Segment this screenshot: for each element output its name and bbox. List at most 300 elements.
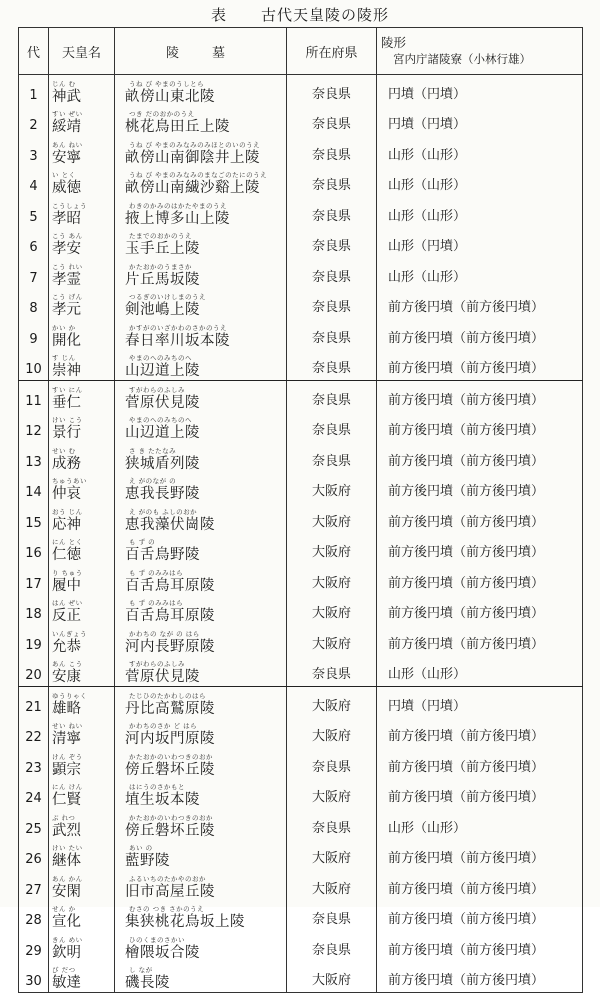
table-row <box>19 962 583 993</box>
emperor-cell <box>49 718 115 749</box>
table-body <box>19 75 583 993</box>
mausoleum-cell <box>115 106 287 137</box>
emperor-name: 崇神 <box>52 363 81 379</box>
mausoleum-name: 河内坂門原陵 <box>125 731 215 747</box>
generation-cell <box>19 931 49 962</box>
table-row <box>19 197 583 228</box>
mausoleum-name: 河内長野原陵 <box>125 638 215 655</box>
generation-number: 10 <box>25 362 42 377</box>
mausoleum-name: 埴生坂本陵 <box>125 792 200 808</box>
emperor-cell <box>49 136 115 167</box>
generation-number: 7 <box>29 270 38 286</box>
prefecture-cell <box>287 381 377 412</box>
generation-cell <box>19 228 49 259</box>
prefecture-cell <box>287 656 377 687</box>
emperor-reading: ちゅうあい <box>52 477 87 485</box>
mausoleum-reading: かたおかのいわつきのおか <box>129 752 213 761</box>
shape-cell <box>377 473 583 504</box>
table-row <box>19 564 583 595</box>
table-row <box>19 931 583 962</box>
table-caption: 古代天皇陵の陵形 <box>261 6 390 24</box>
shape-value: 前方後円墳（前方後円墳） <box>388 973 545 988</box>
shape-value: 前方後円墳（前方後円墳） <box>388 606 545 621</box>
mausoleum-reading: うね び やまのうしとら <box>129 79 205 88</box>
shape-value: 前方後円墳（前方後円墳） <box>388 545 545 560</box>
shape-cell <box>377 442 583 473</box>
emperor-reading: す じん <box>52 354 76 362</box>
mausoleum-reading: も ず の <box>129 538 156 546</box>
shape-value: 山形（山形） <box>388 820 467 836</box>
mausoleum-reading: も ず のみみはら <box>129 599 184 607</box>
table-row <box>19 75 583 106</box>
prefecture-value: 大阪府 <box>311 698 351 714</box>
shape-cell <box>377 901 583 932</box>
mausoleum-cell <box>115 289 287 320</box>
mausoleum-reading: うね び やまのみなみのみほとのいのうえ <box>129 140 261 149</box>
mausoleum-cell <box>115 350 287 381</box>
generation-cell <box>19 534 49 565</box>
shape-value: 前方後円墳（前方後円墳） <box>388 759 545 775</box>
prefecture-cell <box>287 901 377 932</box>
emperor-reading: にん けん <box>52 783 83 791</box>
prefecture-value: 奈良県 <box>311 912 351 927</box>
shape-cell <box>377 503 583 534</box>
table-row <box>19 718 583 749</box>
emperor-cell <box>49 931 115 962</box>
shape-value: 山形（山形） <box>388 147 467 163</box>
mausoleum-name: 傍丘磐坏丘陵 <box>125 761 215 778</box>
prefecture-value: 奈良県 <box>311 361 351 376</box>
prefecture-cell <box>287 228 377 259</box>
mausoleum-name: 片丘馬坂陵 <box>125 271 200 288</box>
emperor-reading: おう じん <box>52 507 83 516</box>
generation-cell <box>19 809 49 840</box>
shape-value: 円墳（円墳） <box>388 698 467 714</box>
emperor-name: 景行 <box>52 425 81 441</box>
generation-cell <box>19 687 49 718</box>
prefecture-value: 大阪府 <box>311 484 351 499</box>
shape-value: 前方後円墳（前方後円墳） <box>388 912 545 927</box>
emperor-cell <box>49 106 115 137</box>
shape-cell <box>377 962 583 993</box>
emperor-name: 雄略 <box>52 700 81 717</box>
prefecture-cell <box>287 625 377 656</box>
prefecture-cell <box>287 289 377 320</box>
shape-cell <box>377 319 583 350</box>
shape-cell <box>377 197 583 228</box>
emperor-name: 安閑 <box>52 883 81 900</box>
emperor-reading: こう げん <box>52 293 83 301</box>
generation-cell <box>19 718 49 749</box>
prefecture-value: 大阪府 <box>311 790 351 805</box>
prefecture-cell <box>287 595 377 626</box>
emperor-reading: すい ぜい <box>52 110 83 118</box>
emperor-reading: ぶ れつ <box>52 813 76 822</box>
mausoleum-cell <box>115 228 287 259</box>
emperor-reading: すい にん <box>52 385 83 394</box>
emperor-reading: けい たい <box>52 844 83 852</box>
emperor-name: 神武 <box>52 88 81 105</box>
mausoleum-reading: かすがのいざかわのさかのうえ <box>129 323 227 332</box>
table-row <box>19 228 583 259</box>
shape-value: 前方後円墳（前方後円墳） <box>388 300 545 315</box>
table-row <box>19 687 583 718</box>
generation-cell <box>19 412 49 443</box>
emperor-reading: かい か <box>52 323 76 332</box>
mausoleum-name: 旧市高屋丘陵 <box>125 883 215 900</box>
generation-number: 4 <box>29 179 38 194</box>
shape-value: 前方後円墳（前方後円墳） <box>388 729 545 744</box>
emperor-cell <box>49 473 115 504</box>
emperor-cell <box>49 779 115 810</box>
emperor-name: 垂仁 <box>52 394 81 411</box>
shape-cell <box>377 595 583 626</box>
emperor-reading: にん とく <box>52 538 83 546</box>
mausoleum-cell <box>115 75 287 106</box>
prefecture-value: 奈良県 <box>311 117 351 132</box>
prefecture-cell <box>287 106 377 137</box>
mausoleum-cell <box>115 901 287 932</box>
table-row <box>19 473 583 504</box>
mausoleum-reading: さ き たたなみ <box>129 446 177 455</box>
mausoleum-cell <box>115 319 287 350</box>
generation-number: 29 <box>25 943 42 959</box>
prefecture-cell <box>287 564 377 595</box>
generation-number: 11 <box>25 393 42 409</box>
shape-value: 前方後円墳（前方後円墳） <box>388 851 545 866</box>
generation-cell <box>19 625 49 656</box>
mausoleum-cell <box>115 503 287 534</box>
generation-cell <box>19 656 49 687</box>
mausoleum-reading: あい の <box>129 844 153 852</box>
table-row <box>19 136 583 167</box>
emperor-name: 宣化 <box>52 914 81 930</box>
emperor-cell <box>49 503 115 534</box>
prefecture-value: 奈良県 <box>311 942 351 958</box>
shape-cell <box>377 779 583 810</box>
generation-number: 3 <box>29 148 38 164</box>
emperor-reading: こうしょう <box>52 201 87 210</box>
table-row <box>19 625 583 656</box>
mausoleum-name: 菅原伏見陵 <box>125 669 200 685</box>
emperor-name: 応神 <box>52 516 81 533</box>
emperor-reading: こう あん <box>52 232 83 240</box>
shape-cell <box>377 748 583 779</box>
mausoleum-cell <box>115 381 287 412</box>
emperor-cell <box>49 197 115 228</box>
emperor-cell <box>49 350 115 381</box>
prefecture-value: 奈良県 <box>311 208 351 224</box>
emperor-name: 顕宗 <box>52 761 81 778</box>
generation-cell <box>19 319 49 350</box>
table-row <box>19 381 583 412</box>
prefecture-value: 奈良県 <box>311 86 351 102</box>
shape-cell <box>377 718 583 749</box>
prefecture-cell <box>287 473 377 504</box>
mausoleum-cell <box>115 870 287 901</box>
emperor-cell <box>49 870 115 901</box>
shape-cell <box>377 350 583 381</box>
mausoleum-name: 畝傍山東北陵 <box>125 88 215 105</box>
emperor-reading: あん かん <box>52 874 83 883</box>
emperor-name: 反正 <box>52 608 81 624</box>
emperor-name: 成務 <box>52 455 81 472</box>
prefecture-value: 大阪府 <box>311 545 351 560</box>
mausoleum-name: 藍野陵 <box>125 853 170 869</box>
emperor-name: 孝昭 <box>52 210 81 227</box>
mausoleum-cell <box>115 748 287 779</box>
table-row <box>19 442 583 473</box>
shape-cell <box>377 625 583 656</box>
mausoleum-name: 山辺道上陵 <box>125 425 200 441</box>
mausoleum-cell <box>115 656 287 687</box>
header-row <box>19 28 583 75</box>
generation-number: 17 <box>25 576 42 592</box>
generation-cell <box>19 748 49 779</box>
mausoleum-reading: つるぎのいけしまのうえ <box>129 293 206 301</box>
prefecture-cell <box>287 442 377 473</box>
prefecture-value: 大阪府 <box>311 973 351 988</box>
mausoleum-cell <box>115 473 287 504</box>
mausoleum-reading: かわちのさか ど はら <box>129 722 198 730</box>
emperor-reading: けん ぞう <box>52 752 83 761</box>
shape-cell <box>377 534 583 565</box>
table-row <box>19 840 583 871</box>
prefecture-cell <box>287 840 377 871</box>
emperor-cell <box>49 748 115 779</box>
prefecture-cell <box>287 167 377 198</box>
generation-cell <box>19 167 49 198</box>
mausoleum-reading: し なが <box>129 966 153 974</box>
emperor-reading: い とく <box>52 171 76 179</box>
mausoleum-reading: かたおかのうまさか <box>129 262 192 271</box>
generation-number: 23 <box>25 760 42 776</box>
emperor-name: 安寧 <box>52 149 81 166</box>
emperor-name: 孝霊 <box>52 271 81 288</box>
shape-value: 山形（円墳） <box>388 239 467 254</box>
shape-cell <box>377 258 583 289</box>
prefecture-cell <box>287 748 377 779</box>
shape-value: 前方後円墳（前方後円墳） <box>388 423 545 438</box>
generation-number: 2 <box>29 118 38 133</box>
shape-cell <box>377 931 583 962</box>
mausoleum-reading: たじひのたかわしのはら <box>129 691 206 700</box>
mausoleum-reading: やまのへのみちのへ <box>129 416 192 424</box>
generation-number: 27 <box>25 882 42 898</box>
generation-cell <box>19 258 49 289</box>
generation-number: 19 <box>25 637 42 653</box>
mausoleum-name: 檜隈坂合陵 <box>125 944 200 961</box>
emperor-name: 仁賢 <box>52 792 81 808</box>
mausoleum-name: 恵我長野陵 <box>125 486 200 502</box>
prefecture-value: 大阪府 <box>311 729 351 744</box>
emperor-reading: せい む <box>52 446 76 455</box>
shape-value: 前方後円墳（前方後円墳） <box>388 392 545 408</box>
prefecture-cell <box>287 258 377 289</box>
mausoleum-cell <box>115 167 287 198</box>
mausoleum-name: 百舌鳥耳原陵 <box>125 608 215 624</box>
mausoleum-name: 剣池嶋上陵 <box>125 302 200 318</box>
emperor-name: 継体 <box>52 853 81 869</box>
mausoleum-reading: も ず のみみはら <box>129 568 184 577</box>
mausoleum-cell <box>115 442 287 473</box>
mausoleum-name: 傍丘磐坏丘陵 <box>125 822 215 839</box>
shape-value: 前方後円墳（前方後円墳） <box>388 361 545 376</box>
generation-number: 24 <box>25 791 42 806</box>
generation-cell <box>19 350 49 381</box>
emperor-mausoleum-table <box>18 27 583 993</box>
emperor-cell <box>49 962 115 993</box>
mausoleum-cell <box>115 595 287 626</box>
table-row <box>19 901 583 932</box>
mausoleum-cell <box>115 197 287 228</box>
prefecture-cell <box>287 718 377 749</box>
table-row <box>19 595 583 626</box>
generation-cell <box>19 197 49 228</box>
prefecture-value: 奈良県 <box>311 667 351 682</box>
emperor-name: 仲哀 <box>52 486 81 502</box>
emperor-name: 仁徳 <box>52 547 81 563</box>
generation-number: 22 <box>25 730 42 745</box>
shape-value: 山形（山形） <box>388 269 467 285</box>
mausoleum-reading: むさの つき さかのうえ <box>129 905 205 913</box>
emperor-reading: せん か <box>52 905 76 913</box>
mausoleum-name: 磯長陵 <box>125 975 170 991</box>
table-row <box>19 319 583 350</box>
emperor-cell <box>49 381 115 412</box>
header-shape <box>377 28 583 75</box>
shape-value: 円墳（円墳） <box>388 117 467 132</box>
prefecture-value: 大阪府 <box>311 606 351 621</box>
shape-value: 円墳（円墳） <box>388 86 467 102</box>
generation-number: 16 <box>25 546 42 561</box>
emperor-reading: こう れい <box>52 262 83 271</box>
mausoleum-reading: つき だのおかのうえ <box>129 110 195 118</box>
emperor-name: 履中 <box>52 577 81 594</box>
shape-value: 前方後円墳（前方後円墳） <box>388 790 545 805</box>
emperor-cell <box>49 625 115 656</box>
prefecture-value: 奈良県 <box>311 392 351 408</box>
mausoleum-reading: え がのも ふしのおか <box>129 507 198 516</box>
mausoleum-name: 掖上博多山上陵 <box>125 210 230 227</box>
shape-cell <box>377 687 583 718</box>
prefecture-cell <box>287 534 377 565</box>
emperor-reading: あん ねい <box>52 140 83 149</box>
table-title <box>0 4 600 25</box>
generation-number: 5 <box>29 209 38 225</box>
mausoleum-reading: すがわらのふしみ <box>129 385 185 394</box>
emperor-name: 開化 <box>52 332 81 349</box>
emperor-reading: じん む <box>52 79 76 88</box>
generation-number: 28 <box>25 913 42 928</box>
mausoleum-cell <box>115 687 287 718</box>
table-row <box>19 748 583 779</box>
generation-number: 6 <box>29 240 38 255</box>
emperor-cell <box>49 840 115 871</box>
emperor-cell <box>49 534 115 565</box>
prefecture-cell <box>287 779 377 810</box>
prefecture-value: 奈良県 <box>311 147 351 163</box>
generation-cell <box>19 503 49 534</box>
shape-cell <box>377 870 583 901</box>
mausoleum-name: 丹比高鷲原陵 <box>125 700 215 717</box>
mausoleum-reading: かたおかのいわつきのおか <box>129 813 213 822</box>
table-row <box>19 106 583 137</box>
prefecture-cell <box>287 136 377 167</box>
emperor-cell <box>49 595 115 626</box>
generation-number: 18 <box>25 607 42 622</box>
emperor-name: 欽明 <box>52 944 81 961</box>
generation-cell <box>19 106 49 137</box>
emperor-cell <box>49 412 115 443</box>
emperor-reading: せい ねい <box>52 722 83 730</box>
shape-cell <box>377 564 583 595</box>
generation-cell <box>19 564 49 595</box>
mausoleum-cell <box>115 962 287 993</box>
shape-cell <box>377 381 583 412</box>
generation-number: 1 <box>29 87 38 103</box>
prefecture-value: 大阪府 <box>311 881 351 897</box>
mausoleum-cell <box>115 136 287 167</box>
prefecture-value: 奈良県 <box>311 330 351 346</box>
emperor-reading: いんぎょう <box>52 629 87 638</box>
shape-value: 前方後円墳（前方後円墳） <box>388 514 545 530</box>
shape-cell <box>377 228 583 259</box>
shape-value: 前方後円墳（前方後円墳） <box>388 636 545 652</box>
emperor-name: 允恭 <box>52 638 81 655</box>
emperor-name: 武烈 <box>52 822 81 839</box>
mausoleum-name: 玉手丘上陵 <box>125 241 200 257</box>
emperor-name: 清寧 <box>52 731 81 747</box>
prefecture-cell <box>287 197 377 228</box>
mausoleum-reading: うね び やまのみなみのまなごのたにのうえ <box>129 171 268 179</box>
prefecture-cell <box>287 350 377 381</box>
generation-number: 21 <box>25 699 42 715</box>
emperor-cell <box>49 901 115 932</box>
shape-value: 前方後円墳（前方後円墳） <box>388 330 545 346</box>
mausoleum-cell <box>115 931 287 962</box>
prefecture-cell <box>287 809 377 840</box>
emperor-cell <box>49 656 115 687</box>
generation-cell <box>19 779 49 810</box>
generation-cell <box>19 962 49 993</box>
prefecture-cell <box>287 687 377 718</box>
emperor-reading: きん めい <box>52 935 83 944</box>
generation-number: 30 <box>25 974 42 989</box>
shape-cell <box>377 167 583 198</box>
mausoleum-cell <box>115 779 287 810</box>
header-shape-main: 陵形 <box>381 35 407 50</box>
shape-value: 前方後円墳（前方後円墳） <box>388 881 545 897</box>
prefecture-cell <box>287 503 377 534</box>
mausoleum-cell <box>115 258 287 289</box>
emperor-name: 孝安 <box>52 241 81 257</box>
emperor-name: 敏達 <box>52 975 81 991</box>
shape-value: 山形（山形） <box>388 178 467 193</box>
shape-cell <box>377 840 583 871</box>
shape-value: 前方後円墳（前方後円墳） <box>388 484 545 499</box>
prefecture-value: 奈良県 <box>311 239 351 254</box>
table-row <box>19 289 583 320</box>
prefecture-value: 奈良県 <box>311 453 351 469</box>
mausoleum-reading: たまでのおかのうえ <box>129 232 192 240</box>
shape-cell <box>377 106 583 137</box>
shape-value: 前方後円墳（前方後円墳） <box>388 575 545 591</box>
table-row <box>19 809 583 840</box>
prefecture-cell <box>287 962 377 993</box>
emperor-cell <box>49 564 115 595</box>
emperor-cell <box>49 75 115 106</box>
